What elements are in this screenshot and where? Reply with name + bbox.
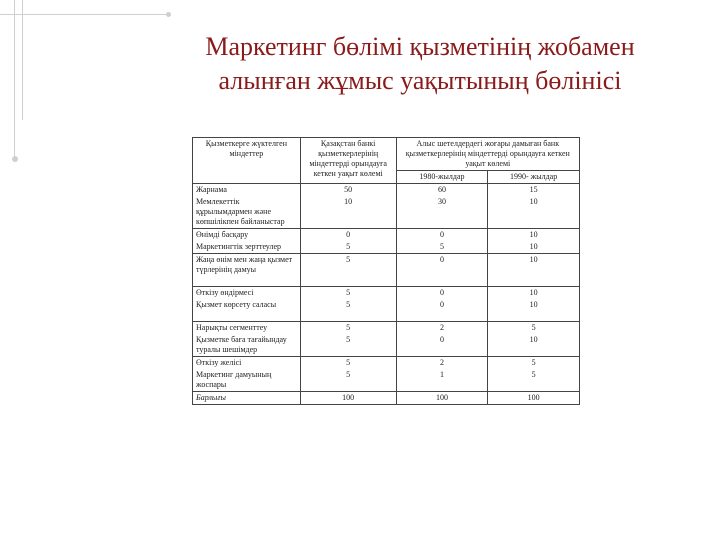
- row-label: Өнімді басқару: [193, 229, 301, 242]
- table-row: [193, 241, 580, 254]
- decorative-line-vertical: [14, 0, 15, 160]
- total-label: Барлығы: [193, 392, 301, 405]
- row-label: Өткізу өндірмесі: [193, 287, 301, 300]
- value-kz: 5: [300, 241, 396, 254]
- value-kz: 5: [300, 254, 396, 287]
- header-kazakhstan-bank: Қазақстан банкі қызметкерлерінің міндеттерді орындауға кеткен уақыт көлемі: [300, 138, 396, 184]
- value-1980: 2: [396, 322, 488, 335]
- row-label: Өткізу желісі: [193, 357, 301, 370]
- value-kz: 5: [300, 322, 396, 335]
- table-header-row: [193, 138, 580, 171]
- table-row: [193, 184, 580, 197]
- header-duties: Қызметкерге жүктелген міндеттер: [193, 138, 301, 184]
- value-kz: 5: [300, 287, 396, 300]
- table-row: [193, 299, 580, 322]
- value-1990: 5: [488, 357, 580, 370]
- value-kz: 5: [300, 334, 396, 357]
- total-kz: 100: [300, 392, 396, 405]
- row-label: Маркетинг дамуының жоспары: [193, 369, 301, 392]
- value-1980: 0: [396, 334, 488, 357]
- value-1990: 10: [488, 241, 580, 254]
- table-row: [193, 334, 580, 357]
- total-row: [193, 392, 580, 405]
- decorative-line-horizontal: [0, 14, 170, 15]
- row-label: Жаңа өнім мен жаңа қызмет түрлерінің дамуы: [193, 254, 301, 287]
- value-1990: 5: [488, 322, 580, 335]
- table-row: [193, 287, 580, 300]
- value-1980: 0: [396, 299, 488, 322]
- value-1990: 15: [488, 184, 580, 197]
- value-kz: 0: [300, 229, 396, 242]
- row-label: Маркетингтік зерттеулер: [193, 241, 301, 254]
- value-1980: 0: [396, 287, 488, 300]
- value-1980: 60: [396, 184, 488, 197]
- decorative-line-vertical-2: [22, 0, 23, 120]
- row-label: Қызмет көрсету саласы: [193, 299, 301, 322]
- table-row: [193, 322, 580, 335]
- title-line-2: алынған жұмыс уақытының бөлінісі: [218, 66, 622, 95]
- value-1990: 10: [488, 299, 580, 322]
- value-kz: 5: [300, 369, 396, 392]
- table-row: [193, 369, 580, 392]
- value-kz: 50: [300, 184, 396, 197]
- value-1980: 5: [396, 241, 488, 254]
- value-1980: 0: [396, 254, 488, 287]
- value-1990: 5: [488, 369, 580, 392]
- subheader-1990s: 1990- жылдар: [488, 171, 580, 184]
- total-1980: 100: [396, 392, 488, 405]
- value-1990: 10: [488, 254, 580, 287]
- table-row: [193, 357, 580, 370]
- title-line-1: Маркетинг бөлімі қызметінің жобамен: [205, 32, 635, 61]
- value-kz: 5: [300, 299, 396, 322]
- value-1980: 0: [396, 229, 488, 242]
- table-row: [193, 229, 580, 242]
- row-label: Нарықты сегменттеу: [193, 322, 301, 335]
- table-row: [193, 254, 580, 287]
- page-title: [150, 30, 690, 98]
- value-1980: 1: [396, 369, 488, 392]
- value-kz: 10: [300, 196, 396, 229]
- table-row: [193, 196, 580, 229]
- total-1990: 100: [488, 392, 580, 405]
- value-1990: 10: [488, 196, 580, 229]
- decorative-dot-small: [166, 12, 171, 17]
- value-kz: 5: [300, 357, 396, 370]
- header-foreign-banks: Алыс шетелдердегі жоғары дамыған банк қызметкерлерінің міндеттерді орындауға кеткен уақыт көлемі: [396, 138, 579, 171]
- value-1980: 2: [396, 357, 488, 370]
- subheader-1980s: 1980-жылдар: [396, 171, 488, 184]
- row-label: Қызметке баға тағайындау туралы шешімдер: [193, 334, 301, 357]
- decorative-dot: [12, 156, 18, 162]
- value-1990: 10: [488, 287, 580, 300]
- work-time-table: [192, 137, 580, 405]
- value-1990: 10: [488, 334, 580, 357]
- value-1990: 10: [488, 229, 580, 242]
- row-label: Жарнама: [193, 184, 301, 197]
- value-1980: 30: [396, 196, 488, 229]
- row-label: Мемлекеттік құрылымдармен және көпшілікпен байланыстар: [193, 196, 301, 229]
